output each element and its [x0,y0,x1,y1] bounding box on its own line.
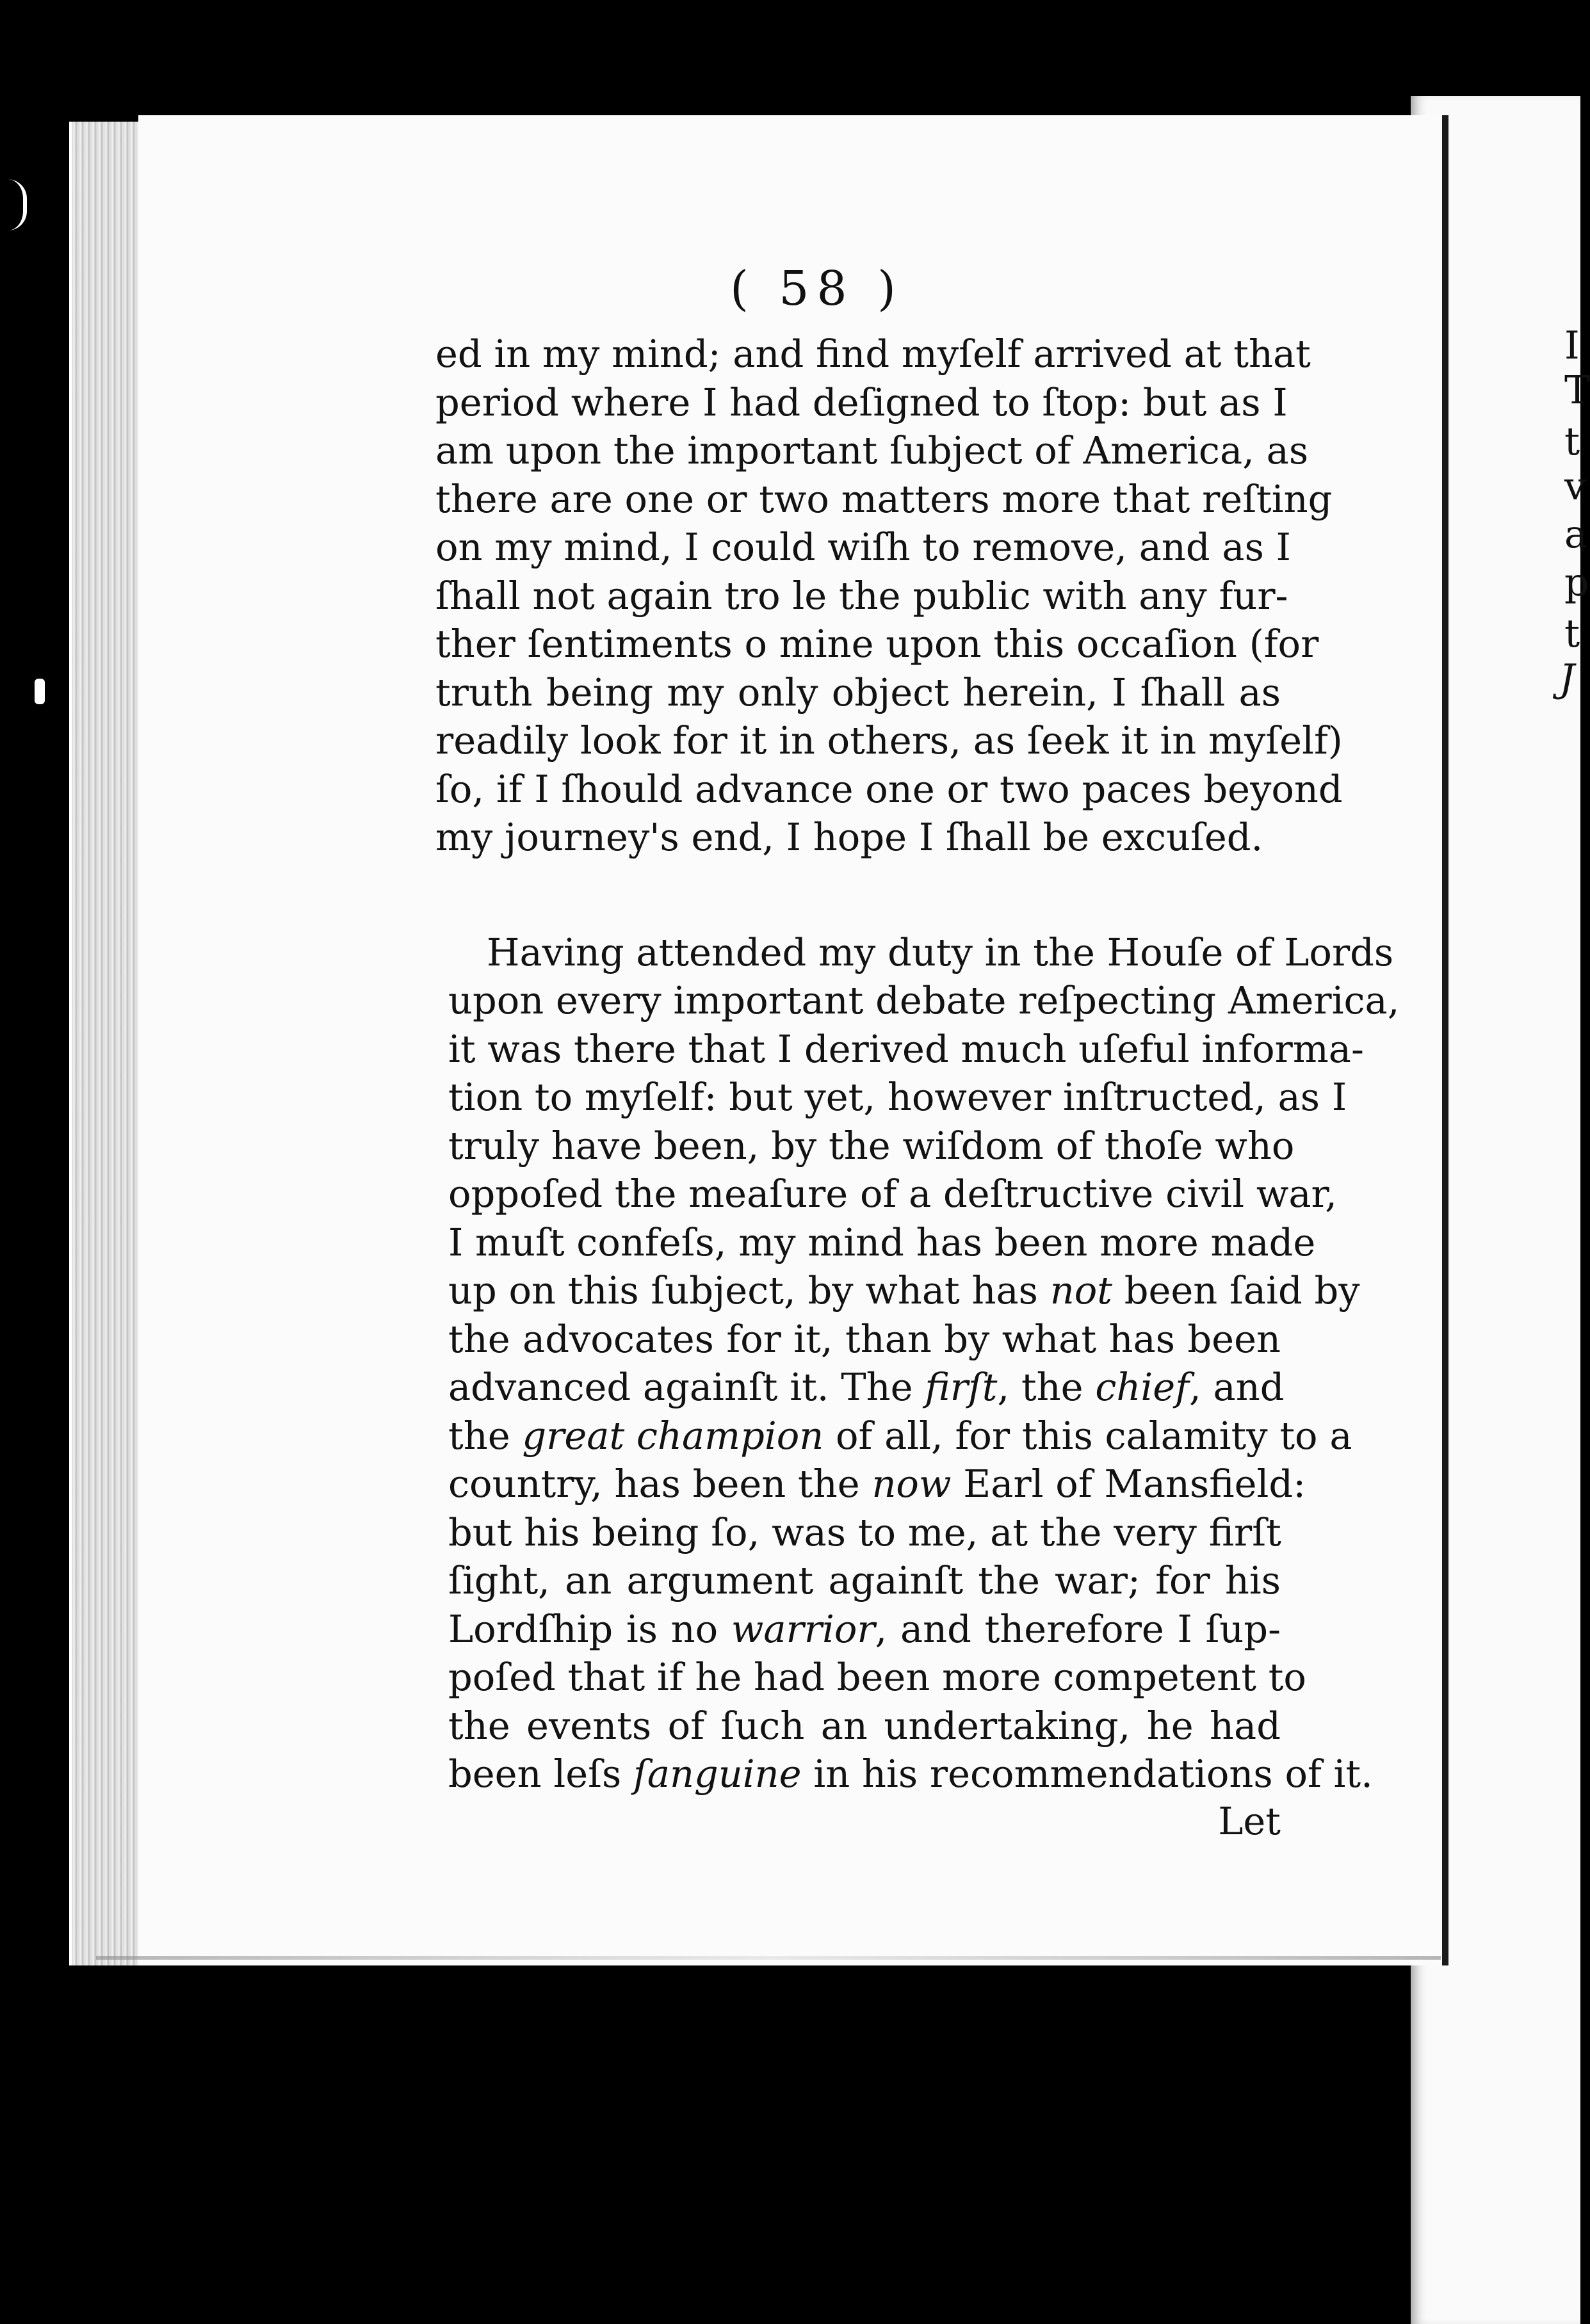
text-run: advanced againſt it. The [448,1365,913,1409]
facing-letter: t [1564,611,1580,656]
italic-run: chief [1095,1365,1190,1409]
text-line: my journey's end, I hope I ſhall be excuſed. [435,815,1263,859]
stray-mark [8,179,27,230]
text-line: ther ſentiments o mine upon this occaſion (for [435,622,1319,666]
text-line: there are one or two matters more that reſting [435,476,1333,521]
italic-run: now [872,1462,952,1506]
text-line: ed in my mind; and find myſelf arrived at that [435,332,1311,376]
facing-letter: v [1564,464,1586,509]
text-line: readily look for it in others, as ſeek it in myſelf) [435,718,1343,763]
text-run: been ſaid by [1124,1268,1360,1312]
text-line [448,1460,1306,1508]
text-line: tion to myſelf: but yet, however inſtructed, as I [448,1075,1347,1119]
text-run: , the [997,1365,1083,1409]
italic-run: firſt [925,1365,998,1409]
text-line: upon every important debate reſpecting America, [448,978,1400,1022]
text-line: ſhall not again tro le the public with any fur- [435,573,1288,618]
text-line [448,1266,1360,1315]
text-line [448,1605,1281,1654]
text-line: ſight, an argument againſt the war; for his [448,1558,1281,1602]
text-run: Lordſhip is no [448,1606,718,1651]
italic-run: great champion [522,1413,824,1458]
text-line: truth being my only object herein, I ſhall as [435,670,1281,714]
text-line: poſed that if he had been more competent to [448,1655,1306,1699]
italic-run: ſanguine [633,1752,802,1796]
text-line [448,1412,1352,1460]
body-text [435,330,1400,1844]
facing-letter: T [1564,368,1590,413]
text-run: , and therefore I ſup- [875,1606,1281,1651]
text-run: of all, for this calamity to a [836,1413,1352,1458]
catchword: Let [1218,1798,1281,1843]
text-run: Earl of Mansfield: [963,1462,1306,1506]
paragraph [448,928,1400,1844]
text-line: am upon the important ſubject of America, as [435,428,1309,472]
italic-run: not [1050,1268,1112,1312]
paragraph [435,330,1343,862]
text-line: the advocates for it, than by what has been [448,1316,1281,1361]
text-line: ſo, if I ſhould advance one or two paces beyond [435,766,1343,811]
text-line: on my mind, I could wiſh to remove, and as I [435,525,1291,569]
facing-letter: J [1559,656,1575,701]
text-run: in his recommendations of it. [813,1752,1373,1796]
text-line: but his being ſo, was to me, at the very firſt [448,1510,1281,1554]
italic-run: warrior [731,1606,875,1651]
facing-letter: I [1564,323,1580,368]
text-line [448,1750,1373,1798]
text-run: been leſs [448,1752,622,1796]
text-line: Having attended my duty in the Houſe of Lords [487,930,1394,974]
text-line: oppoſed the meaſure of a deſtructive civil war, [448,1172,1337,1216]
text-run: , and [1189,1365,1285,1409]
facing-letter: t [1564,419,1580,464]
stray-mark [35,679,45,704]
page-number: ( 58 ) [730,261,904,316]
text-run: country, has been the [448,1462,860,1506]
text-line: it was there that I derived much uſeful informa- [448,1026,1364,1071]
page-crease [96,1956,1441,1960]
text-line [448,1363,1285,1412]
text-line: I muſt confeſs, my mind has been more made [448,1220,1316,1264]
text-run: the [448,1413,510,1458]
text-line: period where I had deſigned to ſtop: but as I [435,380,1288,424]
text-line: truly have been, by the wiſdom of thoſe who [448,1123,1295,1168]
facing-letter: a [1564,512,1587,557]
text-line: the events of ſuch an undertaking, he had [448,1703,1281,1748]
text-run: up on this ſubject, by what has [448,1268,1038,1312]
facing-letter: p [1564,560,1589,605]
page-stack-edge [69,122,142,1965]
